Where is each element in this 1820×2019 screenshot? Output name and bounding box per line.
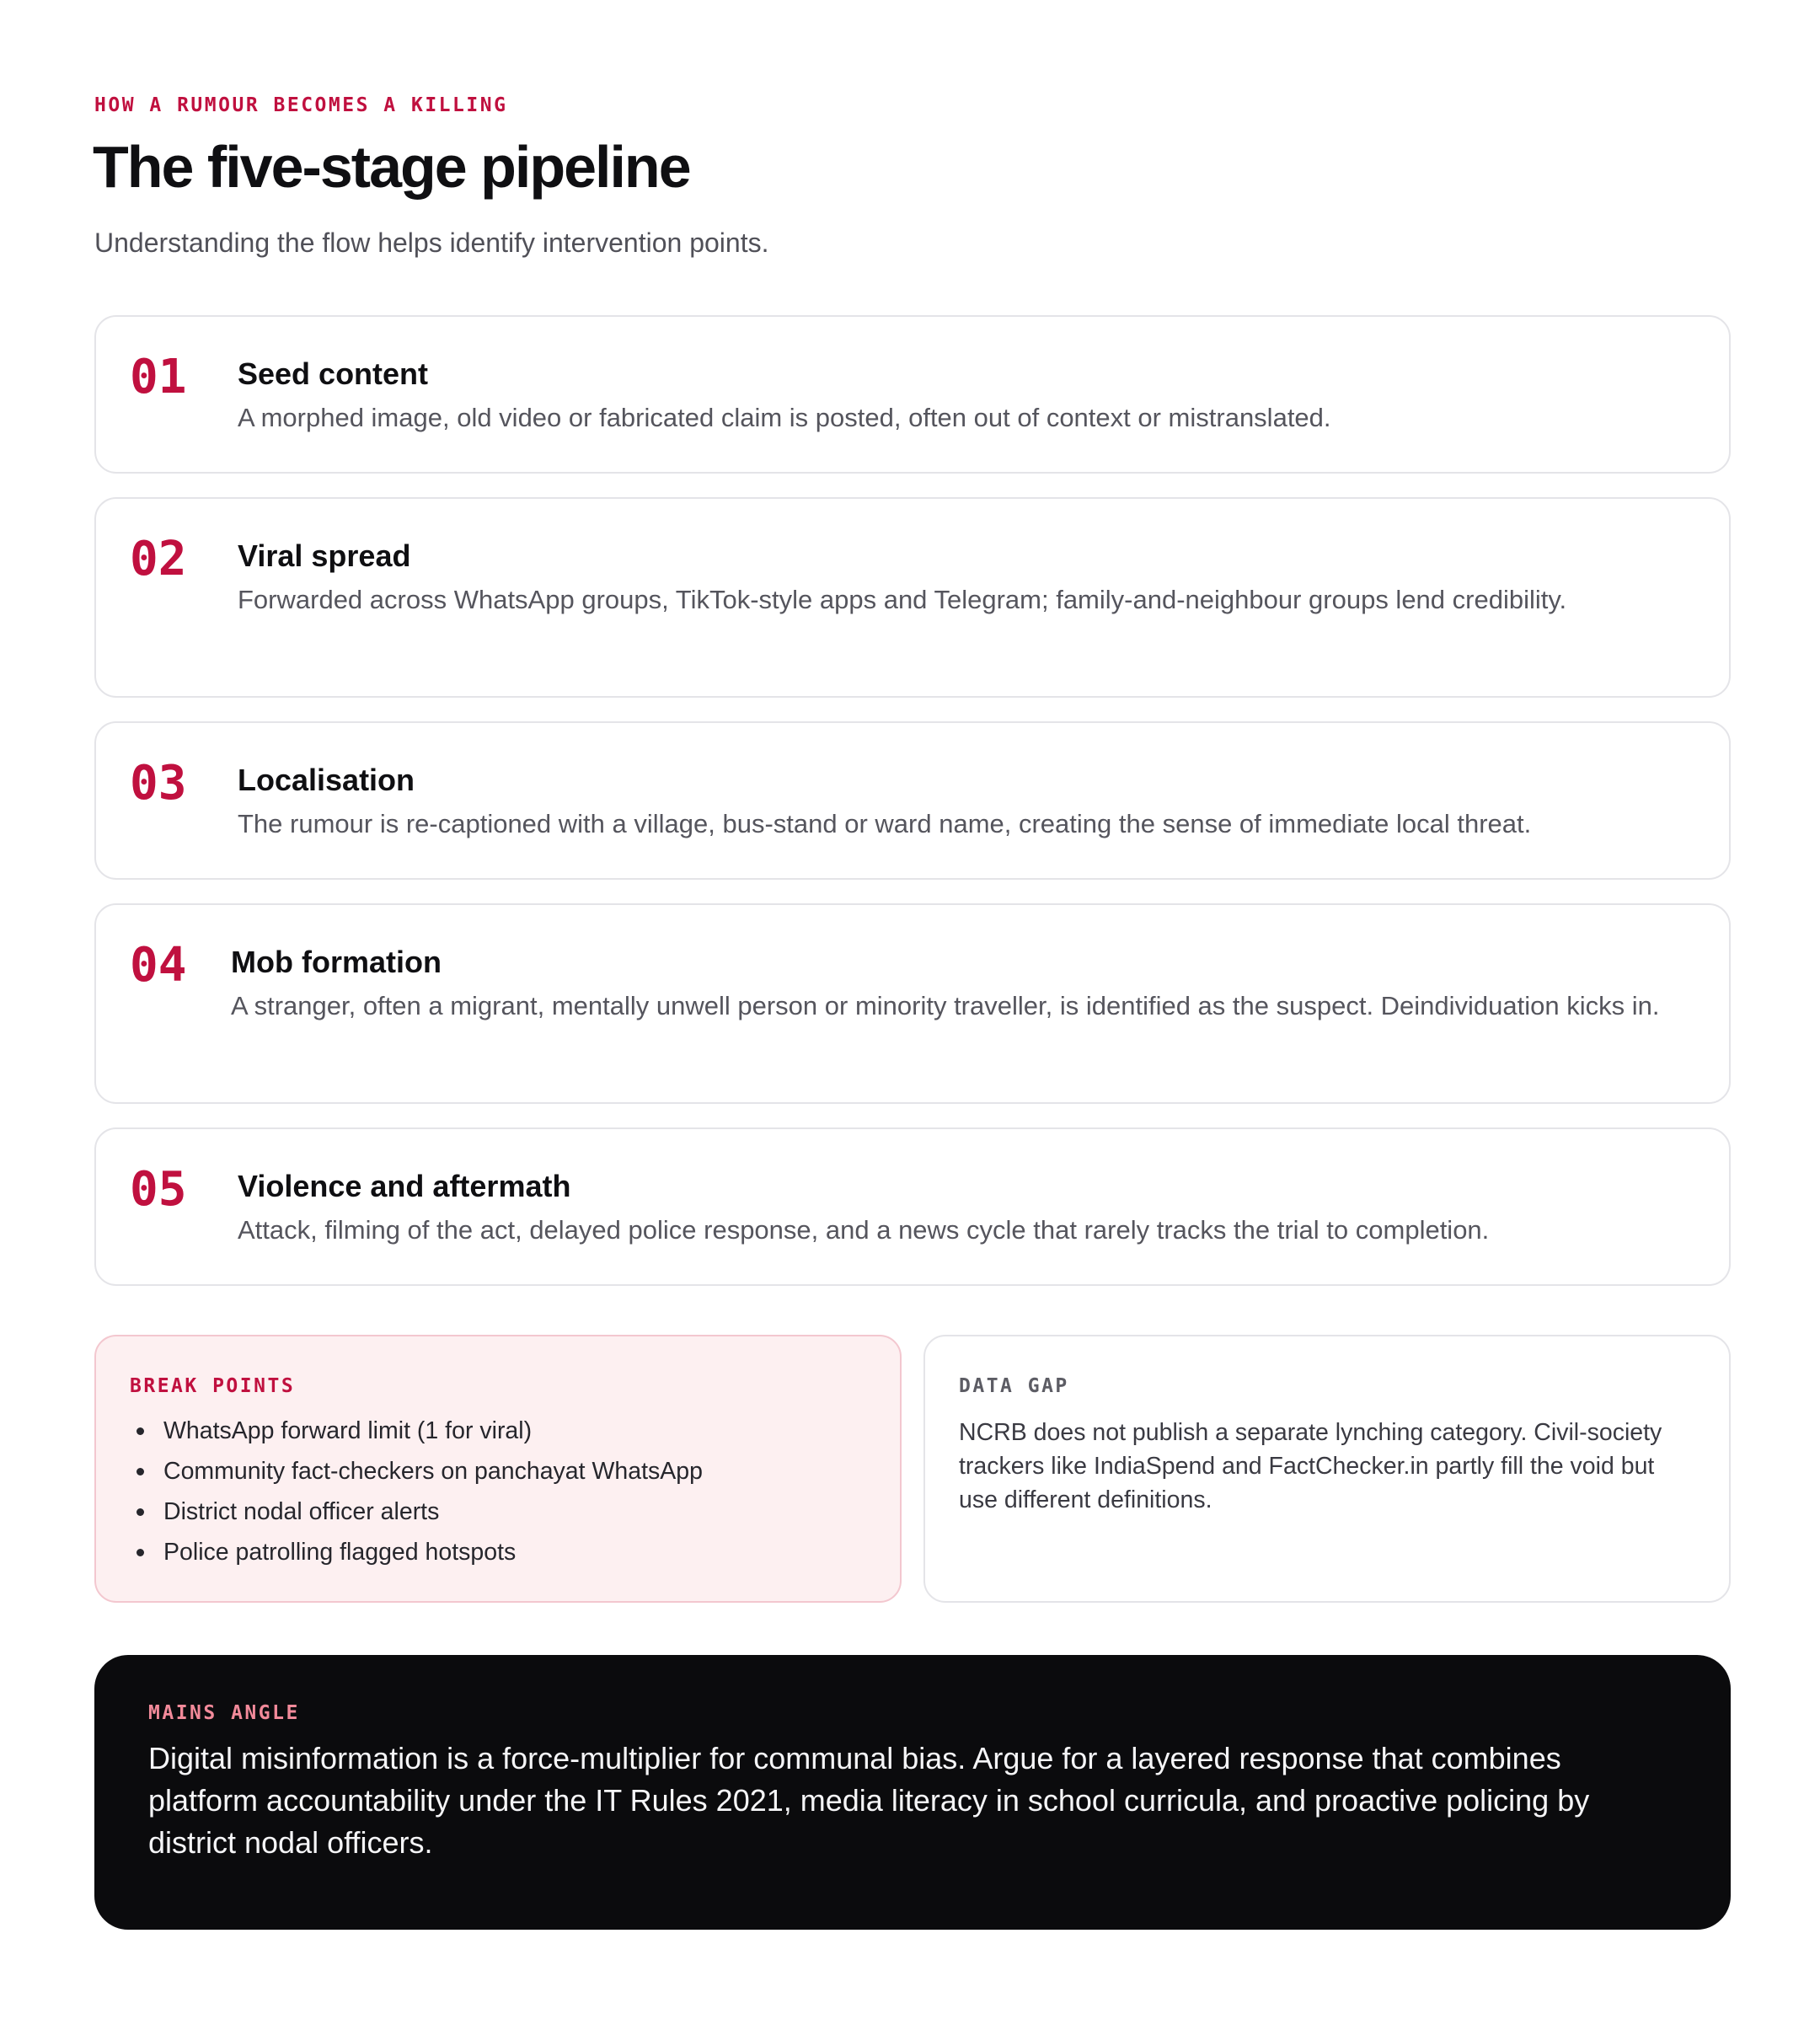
stage-number: 05 [130,1162,187,1217]
stage-title: Mob formation [231,945,442,979]
data-gap-text: NCRB does not publish a separate lynching category. Civil-society trackers like IndiaSpend and FactChecker.in partly fill the void but use different definitions. [959,1419,1662,1513]
bullet-icon [136,1468,144,1475]
stage-description: A morphed image, old video or fabricated claim is posted, often out of context or mistranslated. [238,403,1331,432]
list-item [130,1532,866,1572]
break-points-list [130,1411,866,1572]
stage-title: Seed content [238,356,429,391]
stage-title: Viral spread [238,538,411,573]
stage-content [238,1168,1678,1250]
data-gap-label: DATA GAP [959,1375,1069,1397]
list-item-text: District nodal officer alerts [163,1498,440,1525]
page-title: The five-stage pipeline [93,134,690,200]
stage-card-5 [94,1127,1731,1286]
list-item-text: Community fact-checkers on panchayat WhatsApp [163,1458,703,1485]
stage-number: 04 [130,938,187,993]
stage-title: Violence and aftermath [238,1169,571,1203]
break-points-panel [94,1335,902,1603]
list-item-text: Police patrolling flagged hotspots [163,1539,517,1566]
list-item [130,1411,866,1451]
stage-description: A stranger, often a migrant, mentally unwell person or minority traveller, is identified as the suspect. Deindividuation kicks in. [231,991,1660,1020]
bullet-icon [136,1427,144,1435]
stage-card-3 [94,721,1731,880]
stage-title: Localisation [238,763,415,797]
stage-content [238,356,1678,438]
bullet-icon [136,1508,144,1516]
mains-angle-callout [94,1655,1731,1930]
stage-number: 02 [130,532,187,586]
stage-card-1 [94,315,1731,474]
stage-card-4 [94,903,1731,1104]
stage-content [238,762,1695,844]
eyebrow-label: HOW A RUMOUR BECOMES A KILLING [94,94,508,116]
stage-content [238,538,1678,620]
stage-description: The rumour is re-captioned with a village, bus-stand or ward name, creating the sense of immediate local threat. [238,809,1532,838]
stage-description: Attack, filming of the act, delayed police response, and a news cycle that rarely tracks the trial to completion. [238,1215,1490,1245]
mains-angle-text: Digital misinformation is a force-multiplier for communal bias. Argue for a layered response that combines platform accountability under the IT Rules 2021, media literacy in school curricula, and proactive policing by district nodal officers. [148,1741,1590,1860]
page-subtitle: Understanding the flow helps identify intervention points. [94,228,769,258]
stage-content [231,944,1678,1026]
stage-number: 03 [130,756,187,811]
list-item-text: WhatsApp forward limit (1 for viral) [163,1417,533,1444]
list-item [130,1451,866,1491]
list-item [130,1491,866,1532]
stage-card-2 [94,497,1731,698]
stage-description: Forwarded across WhatsApp groups, TikTok-style apps and Telegram; family-and-neighbour groups lend credibility. [238,585,1567,614]
stage-number: 01 [130,350,187,404]
data-gap-panel [923,1335,1731,1603]
bullet-icon [136,1549,144,1556]
break-points-label: BREAK POINTS [130,1375,296,1397]
mains-angle-label: MAINS ANGLE [148,1702,300,1724]
